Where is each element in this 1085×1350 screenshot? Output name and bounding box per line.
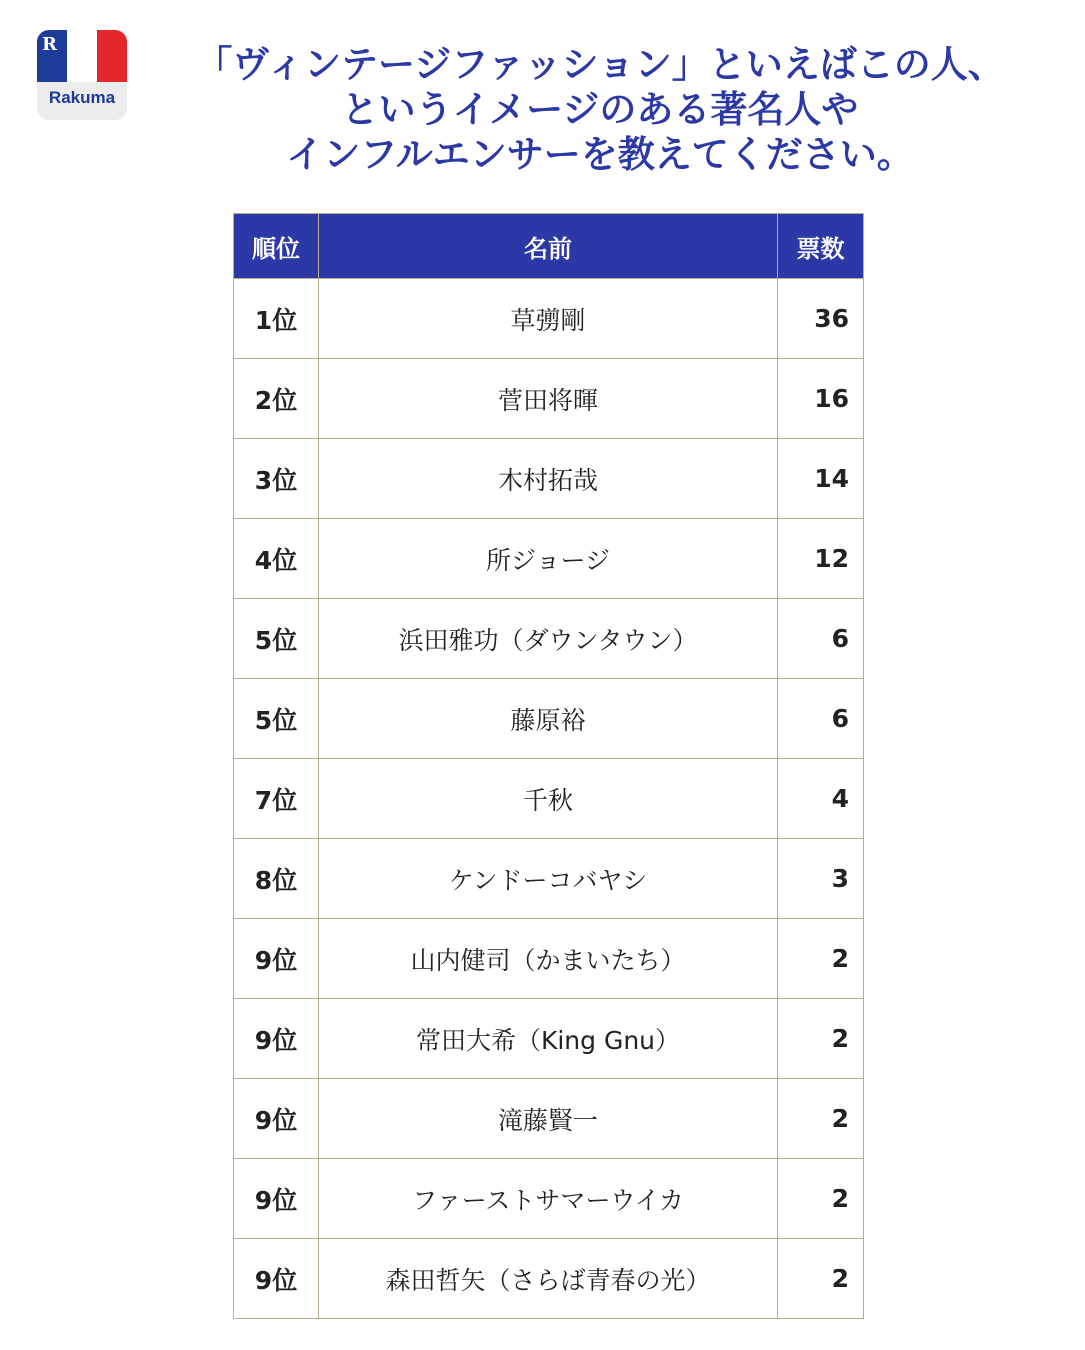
header-votes: 票数	[778, 214, 864, 279]
table-row	[234, 759, 864, 839]
page-title	[150, 42, 1050, 177]
name-cell: 所ジョージ	[319, 519, 778, 599]
rank-cell: 4位	[234, 519, 319, 599]
table-row	[234, 359, 864, 439]
table-row	[234, 279, 864, 359]
name-cell: 森田哲矢（さらば青春の光）	[319, 1239, 778, 1319]
votes-cell: 16	[778, 359, 864, 439]
rank-cell: 9位	[234, 919, 319, 999]
ranking-table	[233, 213, 864, 1319]
french-flag-icon	[37, 30, 127, 82]
rank-cell: 5位	[234, 599, 319, 679]
name-cell: 菅田将暉	[319, 359, 778, 439]
rank-cell: 9位	[234, 1159, 319, 1239]
rank-cell: 8位	[234, 839, 319, 919]
name-cell: 藤原裕	[319, 679, 778, 759]
votes-cell: 2	[778, 1079, 864, 1159]
rank-cell: 7位	[234, 759, 319, 839]
name-cell: 山内健司（かまいたち）	[319, 919, 778, 999]
table-row	[234, 1159, 864, 1239]
table-row	[234, 439, 864, 519]
table-row	[234, 1079, 864, 1159]
logo-r-mark: R	[42, 34, 57, 55]
votes-cell: 3	[778, 839, 864, 919]
votes-cell: 6	[778, 599, 864, 679]
table-header-row	[234, 214, 864, 279]
title-line-3: インフルエンサーを教えてください。	[286, 133, 914, 176]
votes-cell: 2	[778, 999, 864, 1079]
table-row	[234, 919, 864, 999]
rakuma-logo	[37, 30, 127, 120]
votes-cell: 2	[778, 1159, 864, 1239]
name-cell: 木村拓哉	[319, 439, 778, 519]
votes-cell: 36	[778, 279, 864, 359]
votes-cell: 2	[778, 919, 864, 999]
table-row	[234, 519, 864, 599]
votes-cell: 12	[778, 519, 864, 599]
name-cell: 常田大希（King Gnu）	[319, 999, 778, 1079]
votes-cell: 14	[778, 439, 864, 519]
name-cell: ケンドーコバヤシ	[319, 839, 778, 919]
header-name: 名前	[319, 214, 778, 279]
name-cell: ファーストサマーウイカ	[319, 1159, 778, 1239]
rank-cell: 2位	[234, 359, 319, 439]
title-line-1: 「ヴィンテージファッション」といえばこの人、	[195, 43, 1005, 86]
rank-cell: 3位	[234, 439, 319, 519]
table-row	[234, 679, 864, 759]
table-row	[234, 599, 864, 679]
rank-cell: 1位	[234, 279, 319, 359]
votes-cell: 4	[778, 759, 864, 839]
votes-cell: 2	[778, 1239, 864, 1319]
rank-cell: 9位	[234, 999, 319, 1079]
table-row	[234, 999, 864, 1079]
title-line-2: というイメージのある著名人や	[341, 88, 859, 131]
votes-cell: 6	[778, 679, 864, 759]
name-cell: 滝藤賢一	[319, 1079, 778, 1159]
rank-cell: 9位	[234, 1239, 319, 1319]
rank-cell: 9位	[234, 1079, 319, 1159]
table-row	[234, 1239, 864, 1319]
name-cell: 草彅剛	[319, 279, 778, 359]
rank-cell: 5位	[234, 679, 319, 759]
logo-brand-text: Rakuma	[48, 88, 116, 107]
name-cell: 千秋	[319, 759, 778, 839]
header-rank: 順位	[234, 214, 319, 279]
table-row	[234, 839, 864, 919]
name-cell: 浜田雅功（ダウンタウン）	[319, 599, 778, 679]
